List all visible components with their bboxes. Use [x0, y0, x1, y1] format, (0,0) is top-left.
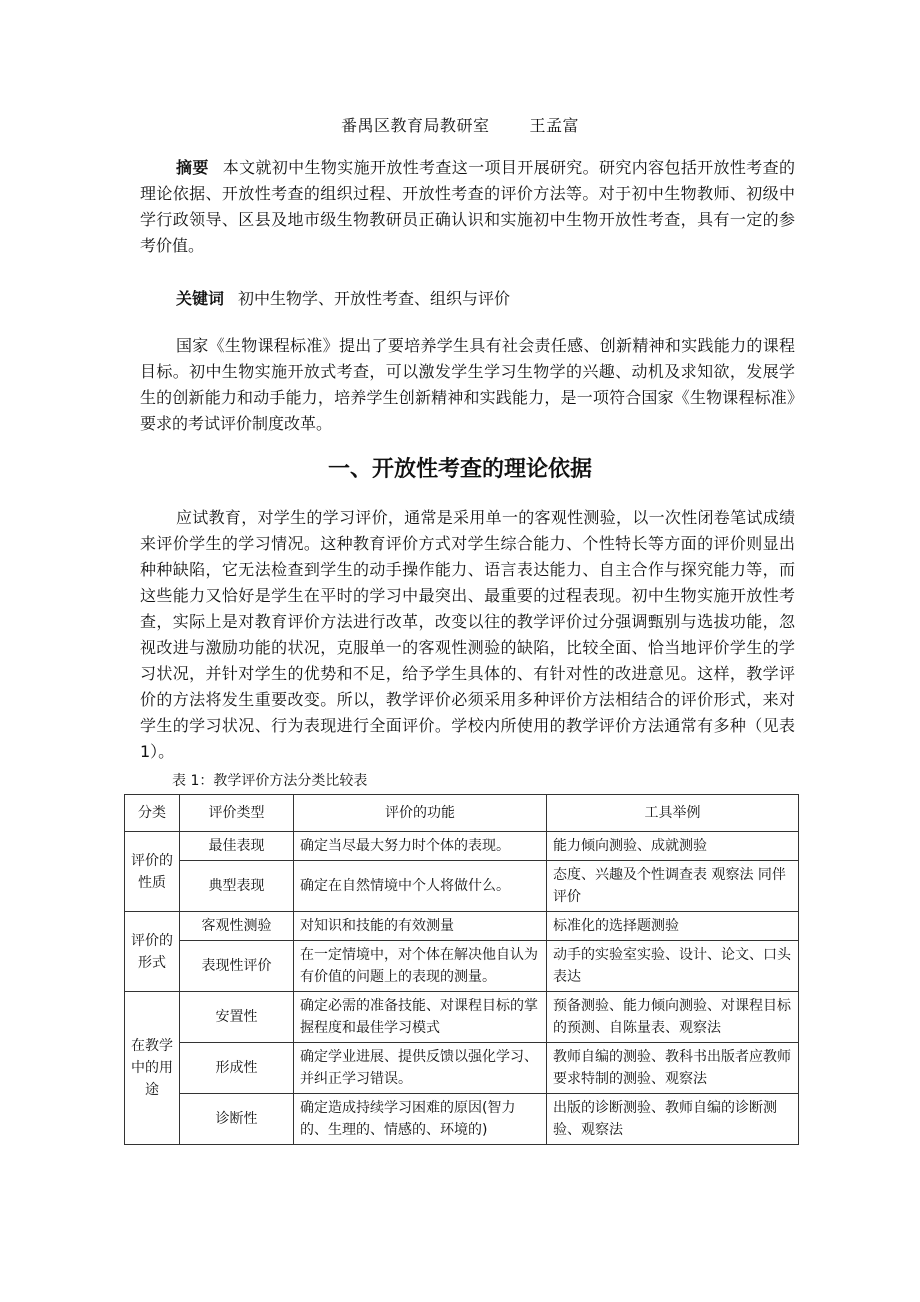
tools-cell: 态度、兴趣及个性调查表 观察法 同伴评价 — [547, 861, 799, 912]
table-row — [125, 992, 799, 1043]
evaluation-methods-table — [124, 794, 799, 1145]
header-category: 分类 — [125, 795, 180, 832]
type-cell: 诊断性 — [180, 1094, 294, 1145]
function-cell: 确定当尽最大努力时个体的表现。 — [294, 832, 547, 861]
tools-cell: 动手的实验室实验、设计、论文、口头表达 — [547, 941, 799, 992]
function-cell: 对知识和技能的有效测量 — [294, 912, 547, 941]
tools-cell: 能力倾向测验、成就测验 — [547, 832, 799, 861]
function-cell: 确定必需的准备技能、对课程目标的掌握程度和最佳学习模式 — [294, 992, 547, 1043]
table-row — [125, 1043, 799, 1094]
section-heading: 一、开放性考查的理论依据 — [327, 457, 592, 482]
section-body: 应试教育，对学生的学习评价，通常是采用单一的客观性测验，以一次性闭卷笔试成绩来评价学生的学习情况。这种教育评价方式对学生综合能力、个性特长等方面的评价则显出种种缺陷，它无法检查到学生的动手操作能力、语言表达能力、自主合作与探究能力等，而这些能力又恰好是学生在平时的学习中最突出、最重要的过程表现。初中生物实施开放性考查，实际上是对教育评价方法进行改革，改变以往的教学评价过分强调甄别与选拔功能，忽视改进与激励功能的状况，克服单一的客观性测验的缺陷，比较全面、恰当地评价学生的学习状况，并针对学生的优势和不足，给予学生具体的、有针对性的改进意见。这样，教学评价的方法将发生重要改变。所以，教学评价必须采用多种评价方法相结合的评价形式，来对学生的学习状况、行为表现进行全面评价。学校内所使用的教学评价方法通常有多种（见表1）。 — [140, 508, 795, 761]
abstract-label: 摘要 — [176, 158, 209, 177]
tools-cell: 预备测验、能力倾向测验、对课程目标的预测、自陈量表、观察法 — [547, 992, 799, 1043]
abstract — [140, 155, 795, 259]
author-organization: 番禺区教育局教研室 — [340, 116, 490, 135]
type-cell: 最佳表现 — [180, 832, 294, 861]
category-cell: 评价的性质 — [125, 832, 180, 912]
type-cell: 安置性 — [180, 992, 294, 1043]
table-row — [125, 832, 799, 861]
author-name: 王孟富 — [529, 116, 580, 135]
category-cell: 评价的形式 — [125, 912, 180, 992]
type-cell: 客观性测验 — [180, 912, 294, 941]
function-cell: 确定造成持续学习困难的原因(智力的、生理的、情感的、环境的) — [294, 1094, 547, 1145]
function-cell: 在一定情境中，对个体在解决他自认为有价值的问题上的表现的测量。 — [294, 941, 547, 992]
tools-cell: 教师自编的测验、教科书出版者应教师要求特制的测验、观察法 — [547, 1043, 799, 1094]
table-caption: 表 1：教学评价方法分类比较表 — [172, 773, 368, 789]
function-cell: 确定在自然情境中个人将做什么。 — [294, 861, 547, 912]
byline — [0, 113, 920, 136]
type-cell: 形成性 — [180, 1043, 294, 1094]
keywords-label: 关键词 — [176, 289, 225, 308]
intro-paragraph: 国家《生物课程标准》提出了要培养学生具有社会责任感、创新精神和实践能力的课程目标。初中生物实施开放式考查，可以激发学生学习生物学的兴趣、动机及求知欲，发展学生的创新能力和动手能力，培养学生创新精神和实践能力，是一项符合国家《生物课程标准》要求的考试评价制度改革。 — [140, 336, 795, 433]
table-row — [125, 861, 799, 912]
category-cell: 在教学中的用途 — [125, 992, 180, 1145]
header-tools: 工具举例 — [547, 795, 799, 832]
keywords — [140, 286, 795, 312]
table-row — [125, 912, 799, 941]
table-row — [125, 941, 799, 992]
function-cell: 确定学业进展、提供反馈以强化学习、并纠正学习错误。 — [294, 1043, 547, 1094]
type-cell: 表现性评价 — [180, 941, 294, 992]
tools-cell: 出版的诊断测验、教师自编的诊断测验、观察法 — [547, 1094, 799, 1145]
table-header-row — [125, 795, 799, 832]
tools-cell: 标准化的选择题测验 — [547, 912, 799, 941]
keywords-text: 初中生物学、开放性考查、组织与评价 — [238, 289, 511, 308]
header-function: 评价的功能 — [294, 795, 547, 832]
abstract-text: 本文就初中生物实施开放性考查这一项目开展研究。研究内容包括开放性考查的理论依据、开放性考查的组织过程、开放性考查的评价方法等。对于初中生物教师、初级中学行政领导、区县及地市级生物教研员正确认识和实施初中生物开放性考查，具有一定的参考价值。 — [140, 158, 795, 255]
header-type: 评价类型 — [180, 795, 294, 832]
type-cell: 典型表现 — [180, 861, 294, 912]
table-row — [125, 1094, 799, 1145]
